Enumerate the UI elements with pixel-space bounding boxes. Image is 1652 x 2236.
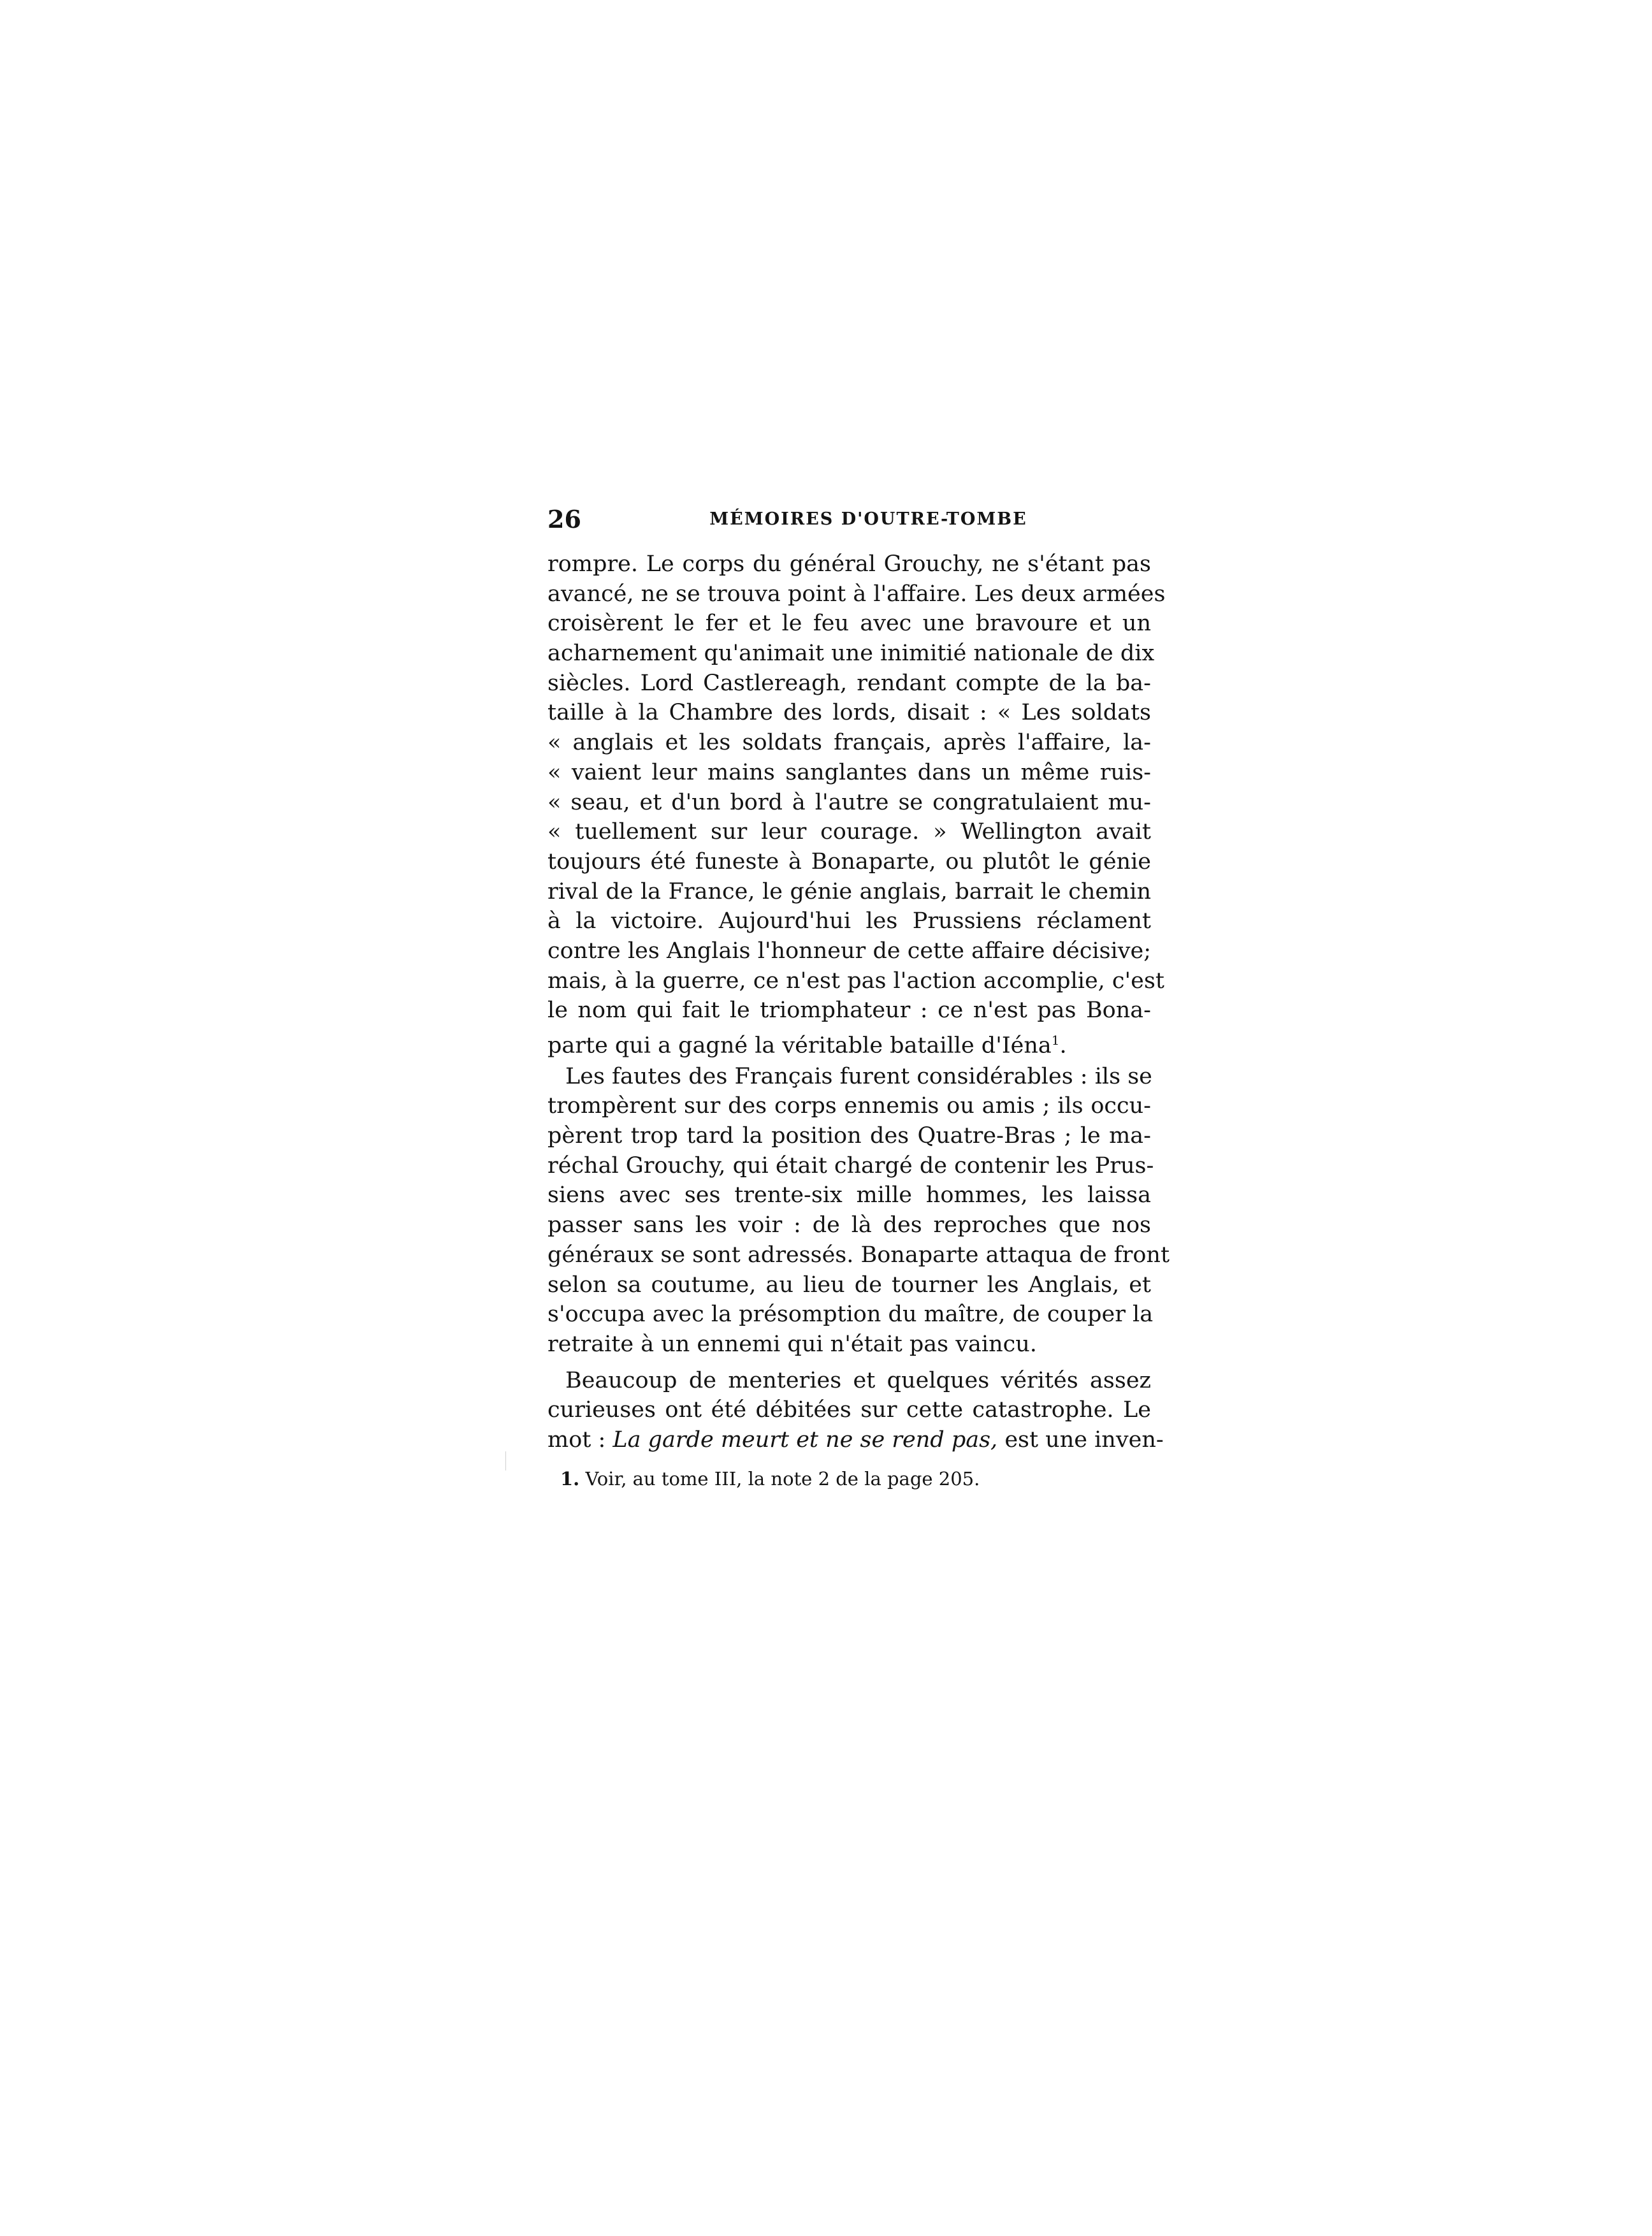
text-line: contre les Anglais l'honneur de cette affaire décisive;	[547, 938, 1151, 964]
footnote-marker: 1.	[560, 1468, 580, 1490]
text-line: siens avec ses trente-six mille hommes, les laissa	[547, 1182, 1151, 1209]
text-line: s'occupa avec la présomption du maître, de couper la	[547, 1302, 1154, 1328]
paragraph-2	[547, 1062, 1170, 1360]
paragraph-3	[547, 1366, 1164, 1455]
footnote-reference: 1	[1051, 1033, 1060, 1048]
page-number: 26	[547, 505, 581, 534]
text-line: « anglais et les soldats français, après l'affaire, la-	[547, 730, 1151, 756]
text-line: généraux se sont adressés. Bonaparte attaqua de front	[547, 1242, 1170, 1268]
text-line: Beaucoup de menteries et quelques vérités assez	[565, 1367, 1151, 1393]
text-fragment: mot :	[547, 1427, 613, 1453]
text-line: taille à la Chambre des lords, disait : « Les soldats	[547, 700, 1151, 726]
text-line: toujours été funeste à Bonaparte, ou plutôt le génie	[547, 848, 1151, 875]
text-fragment: parte qui a gagné la véritable bataille d'Iéna	[547, 1033, 1052, 1059]
italic-quote: La garde meurt et ne se rend pas,	[612, 1427, 998, 1453]
text-line: passer sans les voir : de là des reproches que nos	[547, 1212, 1151, 1238]
text-line: trompèrent sur des corps ennemis ou amis ; ils occu-	[547, 1093, 1151, 1119]
text-line	[547, 1425, 1164, 1455]
text-line: croisèrent le fer et le feu avec une bravoure et un	[547, 611, 1151, 637]
text-line: « vaient leur mains sanglantes dans un même ruis-	[547, 759, 1151, 785]
footnote-text: Voir, au tome III, la note 2 de la page 205.	[585, 1468, 980, 1490]
text-line: à la victoire. Aujourd'hui les Prussiens réclament	[547, 908, 1151, 934]
footnote	[560, 1466, 1147, 1492]
text-line: rival de la France, le génie anglais, barrait le chemin	[547, 878, 1151, 904]
text-line: siècles. Lord Castlereagh, rendant compte de la ba-	[547, 670, 1151, 696]
page-header	[547, 504, 1151, 535]
text-line: selon sa coutume, au lieu de tourner les Anglais, et	[547, 1272, 1151, 1298]
text-line: acharnement qu'animait une inimitié nationale de dix	[547, 641, 1155, 667]
text-line: retraite à un ennemi qui n'était pas vaincu.	[547, 1331, 1037, 1357]
body-text	[547, 549, 1170, 1455]
text-line: pèrent trop tard la position des Quatre-Bras ; le ma-	[547, 1123, 1151, 1149]
margin-mark	[505, 1451, 506, 1470]
text-line: le nom qui fait le triomphateur : ce n'est pas Bona-	[547, 998, 1151, 1024]
text-line: réchal Grouchy, qui était chargé de contenir les Prus-	[547, 1152, 1154, 1179]
running-title: MÉMOIRES D'OUTRE-TOMBE	[709, 509, 1027, 529]
text-fragment: est une inven-	[997, 1427, 1164, 1453]
paragraph-1	[547, 549, 1166, 1059]
text-line: curieuses ont été débitées sur cette catastrophe. Le	[547, 1397, 1151, 1423]
text-line: mais, à la guerre, ce n'est pas l'action accomplie, c'est	[547, 968, 1164, 994]
text-line: rompre. Le corps du général Grouchy, ne s'étant pas	[547, 551, 1151, 577]
text-line: Les fautes des Français furent considérables : ils se	[565, 1063, 1152, 1089]
text-line: avancé, ne se trouva point à l'affaire. Les deux armées	[547, 581, 1166, 607]
text-line: parte qui a gagné la véritable bataille d'Iéna$^1$.	[547, 1033, 1067, 1059]
text-line: « seau, et d'un bord à l'autre se congratulaient mu-	[547, 789, 1151, 815]
text-line: « tuellement sur leur courage. » Wellington avait	[547, 819, 1151, 845]
